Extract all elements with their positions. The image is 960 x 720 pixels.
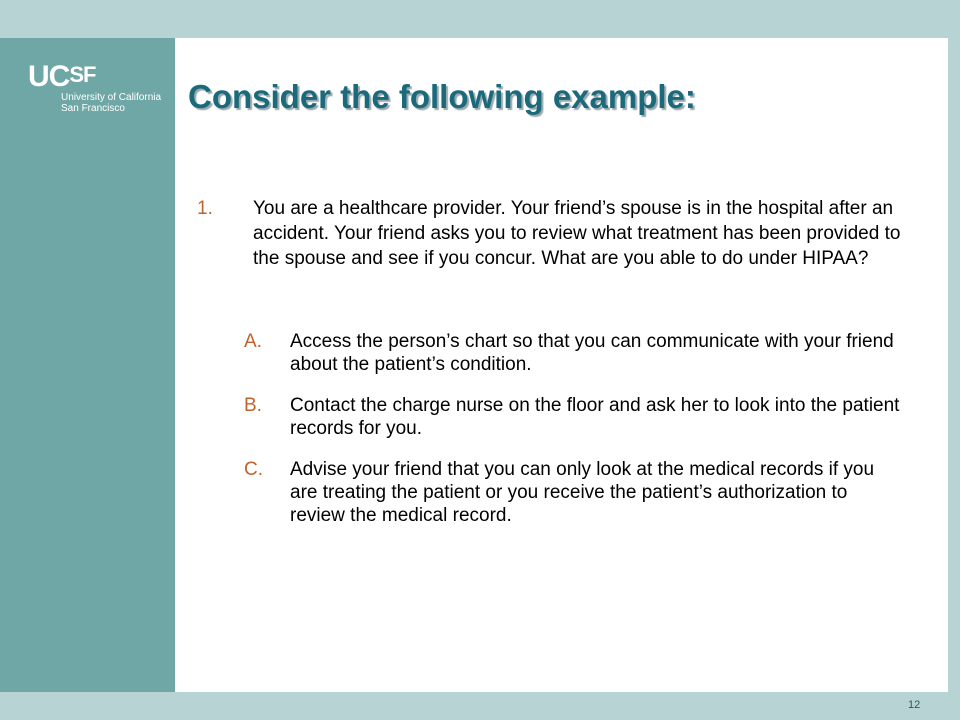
top-band (0, 0, 960, 38)
right-band (948, 0, 960, 720)
option-text: Access the person’s chart so that you can communicate with your friend about the patient’s condition. (290, 331, 894, 375)
option-text: Advise your friend that you can only look at the medical records if you are treating the patient or you receive the patient’s authorization to review the medical record. (290, 459, 875, 526)
option-text: Contact the charge nurse on the floor and ask her to look into the patient records for you. (290, 395, 900, 439)
option-letter: A. (244, 331, 262, 352)
page-number: 12 (908, 699, 921, 711)
ucsf-logo (28, 62, 161, 114)
question-number: 1. (197, 198, 213, 219)
option-a (244, 330, 904, 376)
question-item (197, 196, 917, 271)
logo-mark-main: UC (28, 60, 70, 93)
sidebar (0, 38, 175, 692)
answer-options (244, 330, 904, 545)
logo-mark-sub: SF (69, 62, 96, 87)
option-letter: B. (244, 395, 262, 416)
option-letter: C. (244, 459, 263, 480)
slide-title: Consider the following example: (188, 78, 696, 115)
option-b (244, 394, 904, 440)
question-text: You are a healthcare provider. Your friend’s spouse is in the hospital after an accident. Your friend asks you to review what treatment has been provided to the spouse and see if you concur. What are you able to do under HIPAA? (253, 198, 901, 269)
bottom-band (0, 692, 960, 720)
logo-line-1: University of California (61, 92, 162, 103)
logo-line-2: San Francisco (61, 103, 125, 114)
option-c (244, 458, 904, 527)
logo-mark (28, 62, 161, 92)
